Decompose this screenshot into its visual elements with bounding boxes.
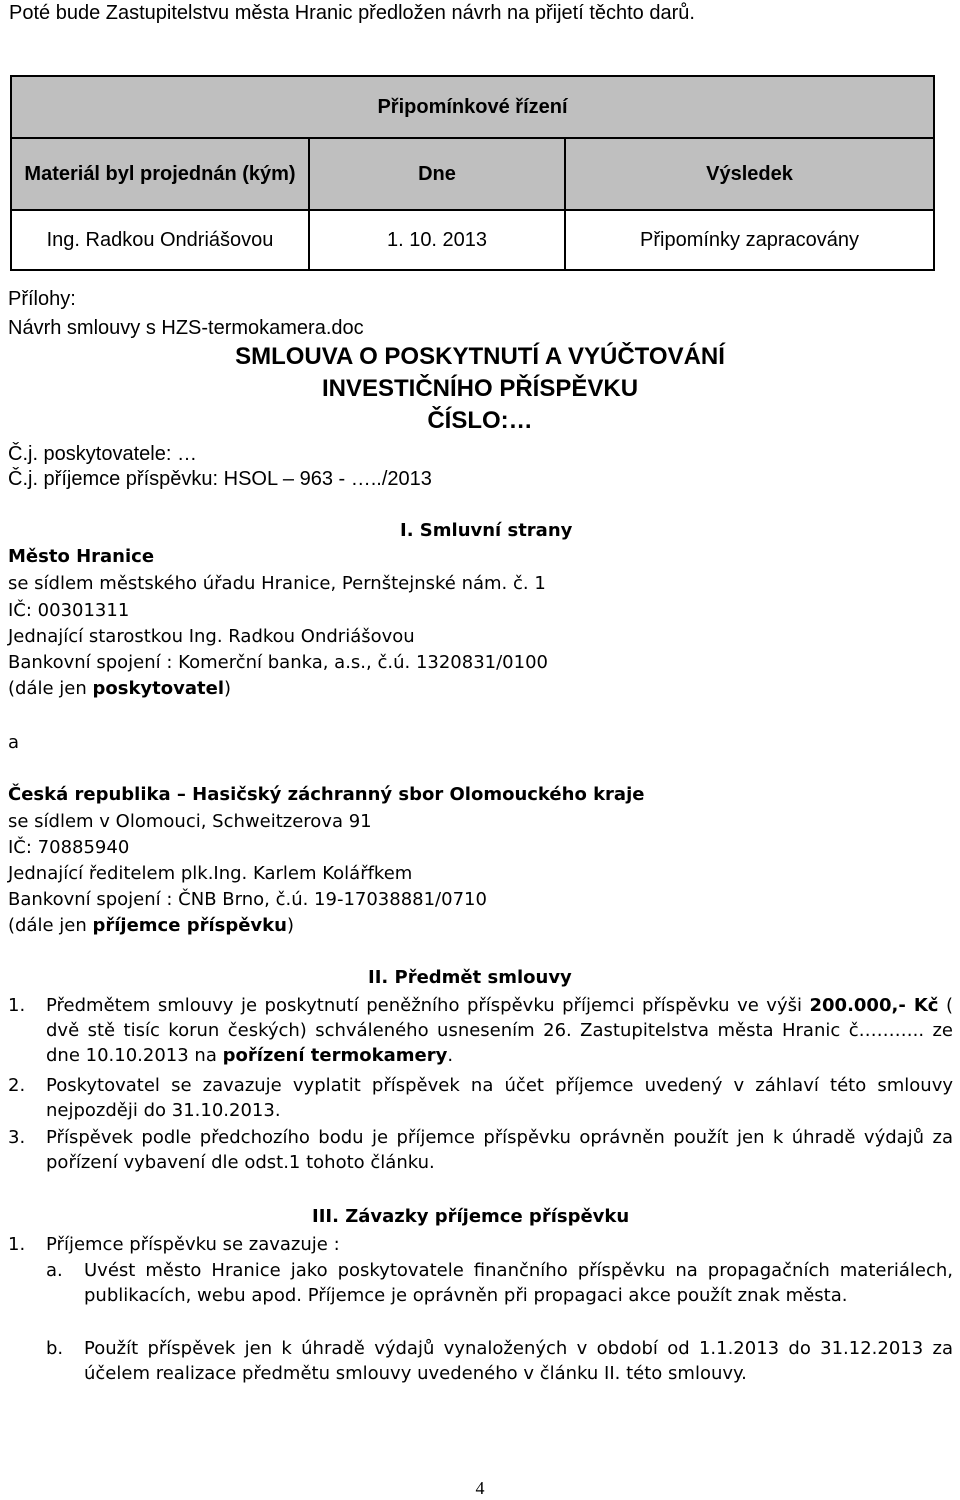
section3-item-1-text: Příjemce příspěvku se zavazuje : — [46, 1234, 340, 1255]
party2-ic: IČ: 70885940 — [8, 837, 130, 858]
contract-title-line3: ČÍSLO:… — [427, 407, 533, 434]
review-cell-result: Připomínky zapracovány — [565, 210, 934, 270]
party1-representative: Jednající starostkou Ing. Radkou Ondriášovou — [8, 626, 415, 647]
party1-bank: Bankovní spojení : Komerční banka, a.s., č.ú. 1320831/0100 — [8, 652, 548, 673]
contract-title-line1: SMLOUVA O POSKYTNUTÍ A VYÚČTOVÁNÍ — [235, 343, 725, 370]
party2-alias: (dále jen příjemce příspěvku) — [8, 915, 294, 936]
section3-item-1-number: 1. — [8, 1234, 26, 1255]
review-header-by: Materiál byl projednán (kým) — [11, 138, 309, 210]
section3-sub-a-letter: a. — [46, 1260, 63, 1281]
section2-title: II. Předmět smlouvy — [368, 967, 572, 988]
party2-representative: Jednající ředitelem plk.Ing. Karlem Kolářfkem — [8, 863, 413, 884]
party1-seat: se sídlem městského úřadu Hranice, Pernštejnské nám. č. 1 — [8, 573, 546, 594]
intro-text: Poté bude Zastupitelstvu města Hranic předložen návrh na přijetí těchto darů. — [9, 2, 695, 24]
recipient-reference: Č.j. příjemce příspěvku: HSOL – 963 - …../2013 — [8, 468, 432, 490]
page-number: 4 — [475, 1478, 485, 1498]
section3-item-1 — [8, 1232, 953, 1258]
party1-ic: IČ: 00301311 — [8, 600, 130, 621]
review-cell-by: Ing. Radkou Ondriášovou — [11, 210, 309, 270]
section3-sub-b-text: Použít příspěvek jen k úhradě výdajů vynaložených v období od 1.1.2013 do 31.12.2013 za účelem realizace předmětu smlouvy uvedeného v článku II. této smlouvy. — [84, 1338, 953, 1384]
section2-item-1-text: Předmětem smlouvy je poskytnutí peněžního příspěvku příjemci příspěvku ve výši 200.000,- Kč ( dvě stě tisíc korun českých) schváleného usnesením 26. Zastupitelstva města Hranic č……….. ze dne 10.10.2013 na pořízení termokamery. — [46, 995, 953, 1066]
and-conjunction: a — [8, 732, 20, 753]
section2-item-3 — [8, 1125, 953, 1177]
attachment-file: Návrh smlouvy s HZS-termokamera.doc — [8, 317, 364, 339]
section2-item-1 — [8, 993, 953, 1073]
section3-sub-b-letter: b. — [46, 1338, 64, 1359]
section1-title: I. Smluvní strany — [400, 520, 573, 541]
section2-item-3-number: 3. — [8, 1127, 26, 1148]
section2-item-3-text: Příspěvek podle předchozího bodu je příjemce příspěvku oprávněn použít jen k úhradě výdajů za pořízení vybavení dle odst.1 tohoto článku. — [46, 1127, 953, 1173]
party1-alias: (dále jen poskytovatel) — [8, 678, 232, 699]
review-table — [10, 75, 935, 271]
section3-title: III. Závazky příjemce příspěvku — [312, 1206, 630, 1227]
review-header-date: Dne — [309, 138, 565, 210]
section2-item-1-number: 1. — [8, 995, 26, 1016]
contract-title-line2: INVESTIČNÍHO PŘÍSPĚVKU — [321, 375, 639, 402]
review-cell-date: 1. 10. 2013 — [309, 210, 565, 270]
section3-sub-a-text: Uvést město Hranice jako poskytovatele finančního příspěvku na propagačních materiálech, publikacích, webu apod. Příjemce je oprávněn při propagaci akce použít znak města. — [84, 1260, 953, 1306]
provider-reference: Č.j. poskytovatele: … — [8, 443, 197, 465]
review-title: Připomínkové řízení — [11, 76, 934, 138]
section2-item-2 — [8, 1073, 953, 1125]
section2-item-2-number: 2. — [8, 1075, 26, 1096]
section3-sub-b — [46, 1336, 953, 1414]
section2-item-2-text: Poskytovatel se zavazuje vyplatit příspěvek na účet příjemce uvedený v záhlaví této smlouvy nejpozději do 31.10.2013. — [46, 1075, 953, 1121]
party2-seat: se sídlem v Olomouci, Schweitzerova 91 — [8, 811, 372, 832]
party2-bank: Bankovní spojení : ČNB Brno, č.ú. 19-17038881/0710 — [8, 889, 487, 910]
attachments-label: Přílohy: — [8, 288, 76, 310]
section3-sub-a — [46, 1258, 953, 1336]
party1-name: Město Hranice — [8, 546, 155, 567]
review-header-result: Výsledek — [565, 138, 934, 210]
party2-name: Česká republika – Hasičský záchranný sbor Olomouckého kraje — [8, 784, 645, 805]
